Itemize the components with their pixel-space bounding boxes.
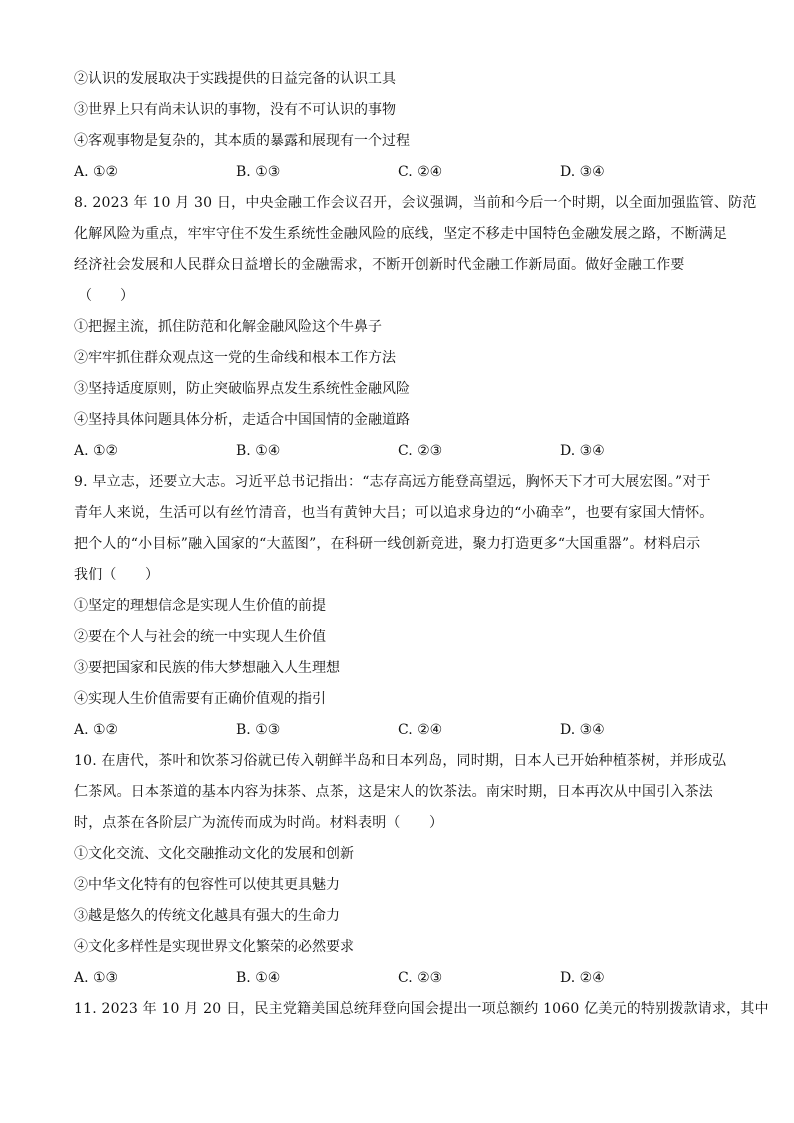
- question-stem-line: 我们（ ）: [74, 567, 160, 583]
- statement-3: ③要把国家和民族的伟大梦想融入人生理想: [74, 660, 340, 676]
- statement-4: ④客观事物是复杂的，其本质的暴露和展现有一个过程: [74, 133, 410, 149]
- statement-2: ②中华文化特有的包容性可以使其更具魅力: [74, 877, 340, 893]
- question-stem-line: 把个人的“小目标”融入国家的“大蓝图”，在科研一线创新竞进，聚力打造更多“大国重器”。材料启示: [74, 536, 701, 552]
- statement-3: ③越是悠久的传统文化越具有强大的生命力: [74, 908, 340, 924]
- statement-1: ①坚定的理想信念是实现人生价值的前提: [74, 598, 326, 614]
- statement-2: ②要在个人与社会的统一中实现人生价值: [74, 629, 326, 645]
- statement-1: ①把握主流，抓住防范和化解金融风险这个牛鼻子: [74, 319, 382, 335]
- answer-blank: （ ）: [78, 288, 134, 304]
- question-stem-line: 8. 2023 年 10 月 30 日，中央金融工作会议召开，会议强调，当前和今后一个时期，以全面加强监管、防范: [74, 195, 757, 211]
- option-a: A. ①③: [74, 970, 119, 986]
- statement-2: ②认识的发展取决于实践提供的日益完备的认识工具: [74, 71, 396, 87]
- option-c: C. ②④: [398, 164, 443, 180]
- exam-page: [74, 64, 769, 1025]
- question-stem-line: 9. 早立志，还要立大志。习近平总书记指出：“志存高远方能登高望远，胸怀天下才可大展宏图。”对于: [74, 474, 711, 490]
- statement-4: ④文化多样性是实现世界文化繁荣的必然要求: [74, 939, 354, 955]
- question-stem-line: 11. 2023 年 10 月 20 日，民主党籍美国总统拜登向国会提出一项总额约 1060 亿美元的特别拨款请求，其中: [74, 1001, 769, 1017]
- statement-3: ③坚持适度原则，防止突破临界点发生系统性金融风险: [74, 381, 410, 397]
- option-d: D. ③④: [560, 443, 605, 459]
- answer-options: [74, 157, 724, 188]
- statement-4: ④坚持具体问题具体分析，走适合中国国情的金融道路: [74, 412, 410, 428]
- statement-3: ③世界上只有尚未认识的事物，没有不可认识的事物: [74, 102, 396, 118]
- answer-options: [74, 436, 724, 467]
- question-8: [74, 188, 757, 467]
- question-9: [74, 467, 724, 746]
- question-stem-line: 化解风险为重点，牢牢守住不发生系统性金融风险的底线，坚定不移走中国特色金融发展之路，不断满足: [74, 226, 728, 242]
- question-stem-line: 时，点茶在各阶层广为流传而成为时尚。材料表明（ ）: [74, 815, 444, 831]
- question-7-tail: [74, 64, 724, 188]
- option-c: C. ②③: [398, 443, 443, 459]
- option-a: A. ①②: [74, 164, 119, 180]
- option-b: B. ①③: [236, 722, 281, 738]
- option-d: D. ②④: [560, 970, 605, 986]
- question-10: [74, 746, 727, 994]
- question-stem-line: 10. 在唐代，茶叶和饮茶习俗就已传入朝鲜半岛和日本列岛，同时期，日本人已开始种植茶树，并形成弘: [74, 753, 727, 769]
- answer-options: [74, 963, 724, 994]
- option-d: D. ③④: [560, 164, 605, 180]
- answer-options: [74, 715, 724, 746]
- option-d: D. ③④: [560, 722, 605, 738]
- option-a: A. ①②: [74, 443, 119, 459]
- option-b: B. ①④: [236, 443, 281, 459]
- statement-2: ②牢牢抓住群众观点这一党的生命线和根本工作方法: [74, 350, 396, 366]
- question-stem-line: 青年人来说，生活可以有丝竹清音，也当有黄钟大吕；可以追求身边的“小确幸”，也要有家国大情怀。: [74, 505, 714, 521]
- statement-4: ④实现人生价值需要有正确价值观的指引: [74, 691, 326, 707]
- statement-1: ①文化交流、文化交融推动文化的发展和创新: [74, 846, 354, 862]
- option-c: C. ②③: [398, 970, 443, 986]
- option-c: C. ②④: [398, 722, 443, 738]
- option-b: B. ①③: [236, 164, 281, 180]
- question-stem-line: 仁茶风。日本茶道的基本内容为抹茶、点茶，这是宋人的饮茶法。南宋时期，日本再次从中国引入茶法: [74, 784, 713, 800]
- question-stem-line: 经济社会发展和人民群众日益增长的金融需求，不断开创新时代金融工作新局面。做好金融工作要: [74, 257, 685, 273]
- option-b: B. ①④: [236, 970, 281, 986]
- option-a: A. ①②: [74, 722, 119, 738]
- question-11: [74, 994, 769, 1025]
